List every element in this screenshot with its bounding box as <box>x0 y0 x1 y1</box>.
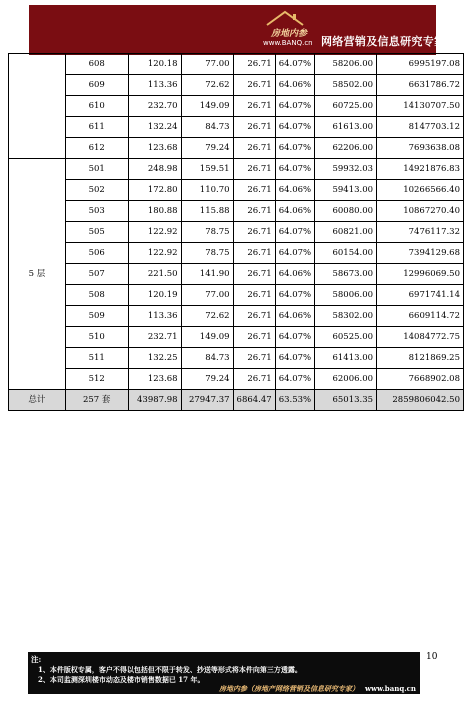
rate-cell: 64.07% <box>275 348 314 369</box>
rate-cell: 64.06% <box>275 264 314 285</box>
inner-area-cell: 72.62 <box>181 306 233 327</box>
total-cell: 6609114.72 <box>377 306 464 327</box>
shared-area-cell: 26.71 <box>233 306 275 327</box>
note-line: 1、本件版权专属，客户不得以包括但不限于转发、抄送等形式将本件向第三方透露。 <box>38 665 302 674</box>
price-cell: 59932.03 <box>315 159 377 180</box>
shared-area-cell: 26.71 <box>233 159 275 180</box>
area-cell: 132.25 <box>128 348 181 369</box>
note-title: 注: <box>31 655 42 664</box>
inner-area-cell: 84.73 <box>181 117 233 138</box>
inner-area-cell: 149.09 <box>181 327 233 348</box>
shared-area-cell: 26.71 <box>233 180 275 201</box>
inner-area-cell: 149.09 <box>181 96 233 117</box>
total-cell: 14130707.50 <box>377 96 464 117</box>
price-cell: 60080.00 <box>315 201 377 222</box>
unit-cell: 505 <box>65 222 128 243</box>
inner-area-cell: 79.24 <box>181 138 233 159</box>
unit-cell: 506 <box>65 243 128 264</box>
table-row <box>9 285 464 306</box>
inner-area-cell: 77.00 <box>181 285 233 306</box>
footer-notes <box>28 652 420 694</box>
total-cell: 6995197.08 <box>377 54 464 75</box>
price-cell: 60725.00 <box>315 96 377 117</box>
inner-area-cell: 115.88 <box>181 201 233 222</box>
shared-area-cell: 26.71 <box>233 327 275 348</box>
total-inner-area: 27947.37 <box>181 390 233 411</box>
inner-area-cell: 159.51 <box>181 159 233 180</box>
brand-url: www.BANQ.cn <box>263 39 313 47</box>
rate-cell: 64.06% <box>275 75 314 96</box>
table-row <box>9 117 464 138</box>
rate-cell: 64.07% <box>275 54 314 75</box>
units-table <box>8 53 464 411</box>
price-cell: 60525.00 <box>315 327 377 348</box>
area-cell: 123.68 <box>128 138 181 159</box>
brand-logo <box>259 7 319 51</box>
area-cell: 122.92 <box>128 222 181 243</box>
unit-cell: 503 <box>65 201 128 222</box>
inner-area-cell: 84.73 <box>181 348 233 369</box>
shared-area-cell: 26.71 <box>233 201 275 222</box>
footer-site: www.banq.cn <box>364 684 416 693</box>
price-cell: 58502.00 <box>315 75 377 96</box>
table-row <box>9 369 464 390</box>
total-units: 257 套 <box>65 390 128 411</box>
price-cell: 58006.00 <box>315 285 377 306</box>
area-cell: 221.50 <box>128 264 181 285</box>
area-cell: 232.71 <box>128 327 181 348</box>
table-row <box>9 243 464 264</box>
total-rate: 63.53% <box>275 390 314 411</box>
table-row <box>9 306 464 327</box>
unit-cell: 512 <box>65 369 128 390</box>
total-cell: 10867270.40 <box>377 201 464 222</box>
price-cell: 62206.00 <box>315 138 377 159</box>
unit-cell: 608 <box>65 54 128 75</box>
table-row <box>9 54 464 75</box>
note-line: 2、本司监测深圳楼市动态及楼市销售数据已 17 年。 <box>38 675 205 684</box>
inner-area-cell: 79.24 <box>181 369 233 390</box>
inner-area-cell: 78.75 <box>181 243 233 264</box>
shared-area-cell: 26.71 <box>233 285 275 306</box>
total-cell: 14084772.75 <box>377 327 464 348</box>
area-cell: 248.98 <box>128 159 181 180</box>
unit-cell: 510 <box>65 327 128 348</box>
price-cell: 62006.00 <box>315 369 377 390</box>
shared-area-cell: 26.71 <box>233 348 275 369</box>
header-banner <box>29 5 446 55</box>
footer-brand-text: 房地内参（房地产网络营销及信息研究专家） <box>218 684 359 693</box>
unit-cell: 609 <box>65 75 128 96</box>
floor-cell <box>9 54 66 159</box>
table-row <box>9 222 464 243</box>
unit-cell: 612 <box>65 138 128 159</box>
total-cell: 14921876.83 <box>377 159 464 180</box>
rate-cell: 64.07% <box>275 327 314 348</box>
inner-area-cell: 72.62 <box>181 75 233 96</box>
total-shared-area: 6864.47 <box>233 390 275 411</box>
shared-area-cell: 26.71 <box>233 243 275 264</box>
brand-name: 房地内参 <box>271 29 308 39</box>
total-area: 43987.98 <box>128 390 181 411</box>
rate-cell: 64.07% <box>275 369 314 390</box>
area-cell: 180.88 <box>128 201 181 222</box>
area-cell: 120.19 <box>128 285 181 306</box>
total-amount: 2859806042.50 <box>377 390 464 411</box>
table-row <box>9 201 464 222</box>
banner-title: 网络营销及信息研究专家 <box>321 35 446 48</box>
rate-cell: 64.07% <box>275 222 314 243</box>
rate-cell: 64.07% <box>275 285 314 306</box>
price-cell: 60821.00 <box>315 222 377 243</box>
rate-cell: 64.06% <box>275 306 314 327</box>
rate-cell: 64.07% <box>275 159 314 180</box>
shared-area-cell: 26.71 <box>233 96 275 117</box>
total-cell: 10266566.40 <box>377 180 464 201</box>
floor-cell: 5 层 <box>9 159 66 390</box>
area-cell: 123.68 <box>128 369 181 390</box>
inner-area-cell: 77.00 <box>181 54 233 75</box>
price-cell: 58206.00 <box>315 54 377 75</box>
table-row <box>9 159 464 180</box>
area-cell: 132.24 <box>128 117 181 138</box>
house-roof-icon <box>265 10 305 26</box>
area-cell: 122.92 <box>128 243 181 264</box>
inner-area-cell: 78.75 <box>181 222 233 243</box>
rate-cell: 64.07% <box>275 117 314 138</box>
total-row <box>9 390 464 411</box>
shared-area-cell: 26.71 <box>233 264 275 285</box>
shared-area-cell: 26.71 <box>233 369 275 390</box>
rate-cell: 64.07% <box>275 138 314 159</box>
unit-cell: 610 <box>65 96 128 117</box>
unit-cell: 502 <box>65 180 128 201</box>
area-cell: 113.36 <box>128 306 181 327</box>
area-cell: 120.18 <box>128 54 181 75</box>
rate-cell: 64.07% <box>275 96 314 117</box>
area-cell: 232.70 <box>128 96 181 117</box>
total-price: 65013.35 <box>315 390 377 411</box>
page-number: 10 <box>426 652 438 662</box>
price-cell: 58302.00 <box>315 306 377 327</box>
total-cell: 8147703.12 <box>377 117 464 138</box>
unit-cell: 511 <box>65 348 128 369</box>
price-cell: 58673.00 <box>315 264 377 285</box>
total-cell: 8121869.25 <box>377 348 464 369</box>
footer-brand <box>219 684 416 694</box>
unit-cell: 508 <box>65 285 128 306</box>
shared-area-cell: 26.71 <box>233 117 275 138</box>
table-row <box>9 96 464 117</box>
unit-cell: 509 <box>65 306 128 327</box>
table-row <box>9 180 464 201</box>
price-cell: 61613.00 <box>315 117 377 138</box>
total-cell: 6971741.14 <box>377 285 464 306</box>
shared-area-cell: 26.71 <box>233 54 275 75</box>
area-cell: 113.36 <box>128 75 181 96</box>
area-cell: 172.80 <box>128 180 181 201</box>
rate-cell: 64.06% <box>275 201 314 222</box>
shared-area-cell: 26.71 <box>233 75 275 96</box>
table-row <box>9 348 464 369</box>
total-label: 总计 <box>9 390 66 411</box>
unit-cell: 501 <box>65 159 128 180</box>
price-cell: 60154.00 <box>315 243 377 264</box>
table-row <box>9 327 464 348</box>
inner-area-cell: 141.90 <box>181 264 233 285</box>
rate-cell: 64.06% <box>275 180 314 201</box>
total-cell: 12996069.50 <box>377 264 464 285</box>
total-cell: 7668902.08 <box>377 369 464 390</box>
price-cell: 59413.00 <box>315 180 377 201</box>
table-row <box>9 138 464 159</box>
total-cell: 7693638.08 <box>377 138 464 159</box>
inner-area-cell: 110.70 <box>181 180 233 201</box>
price-cell: 61413.00 <box>315 348 377 369</box>
table-row <box>9 75 464 96</box>
total-cell: 7476117.32 <box>377 222 464 243</box>
table-row <box>9 264 464 285</box>
total-cell: 6631786.72 <box>377 75 464 96</box>
shared-area-cell: 26.71 <box>233 222 275 243</box>
unit-cell: 611 <box>65 117 128 138</box>
total-cell: 7394129.68 <box>377 243 464 264</box>
shared-area-cell: 26.71 <box>233 138 275 159</box>
unit-cell: 507 <box>65 264 128 285</box>
rate-cell: 64.07% <box>275 243 314 264</box>
